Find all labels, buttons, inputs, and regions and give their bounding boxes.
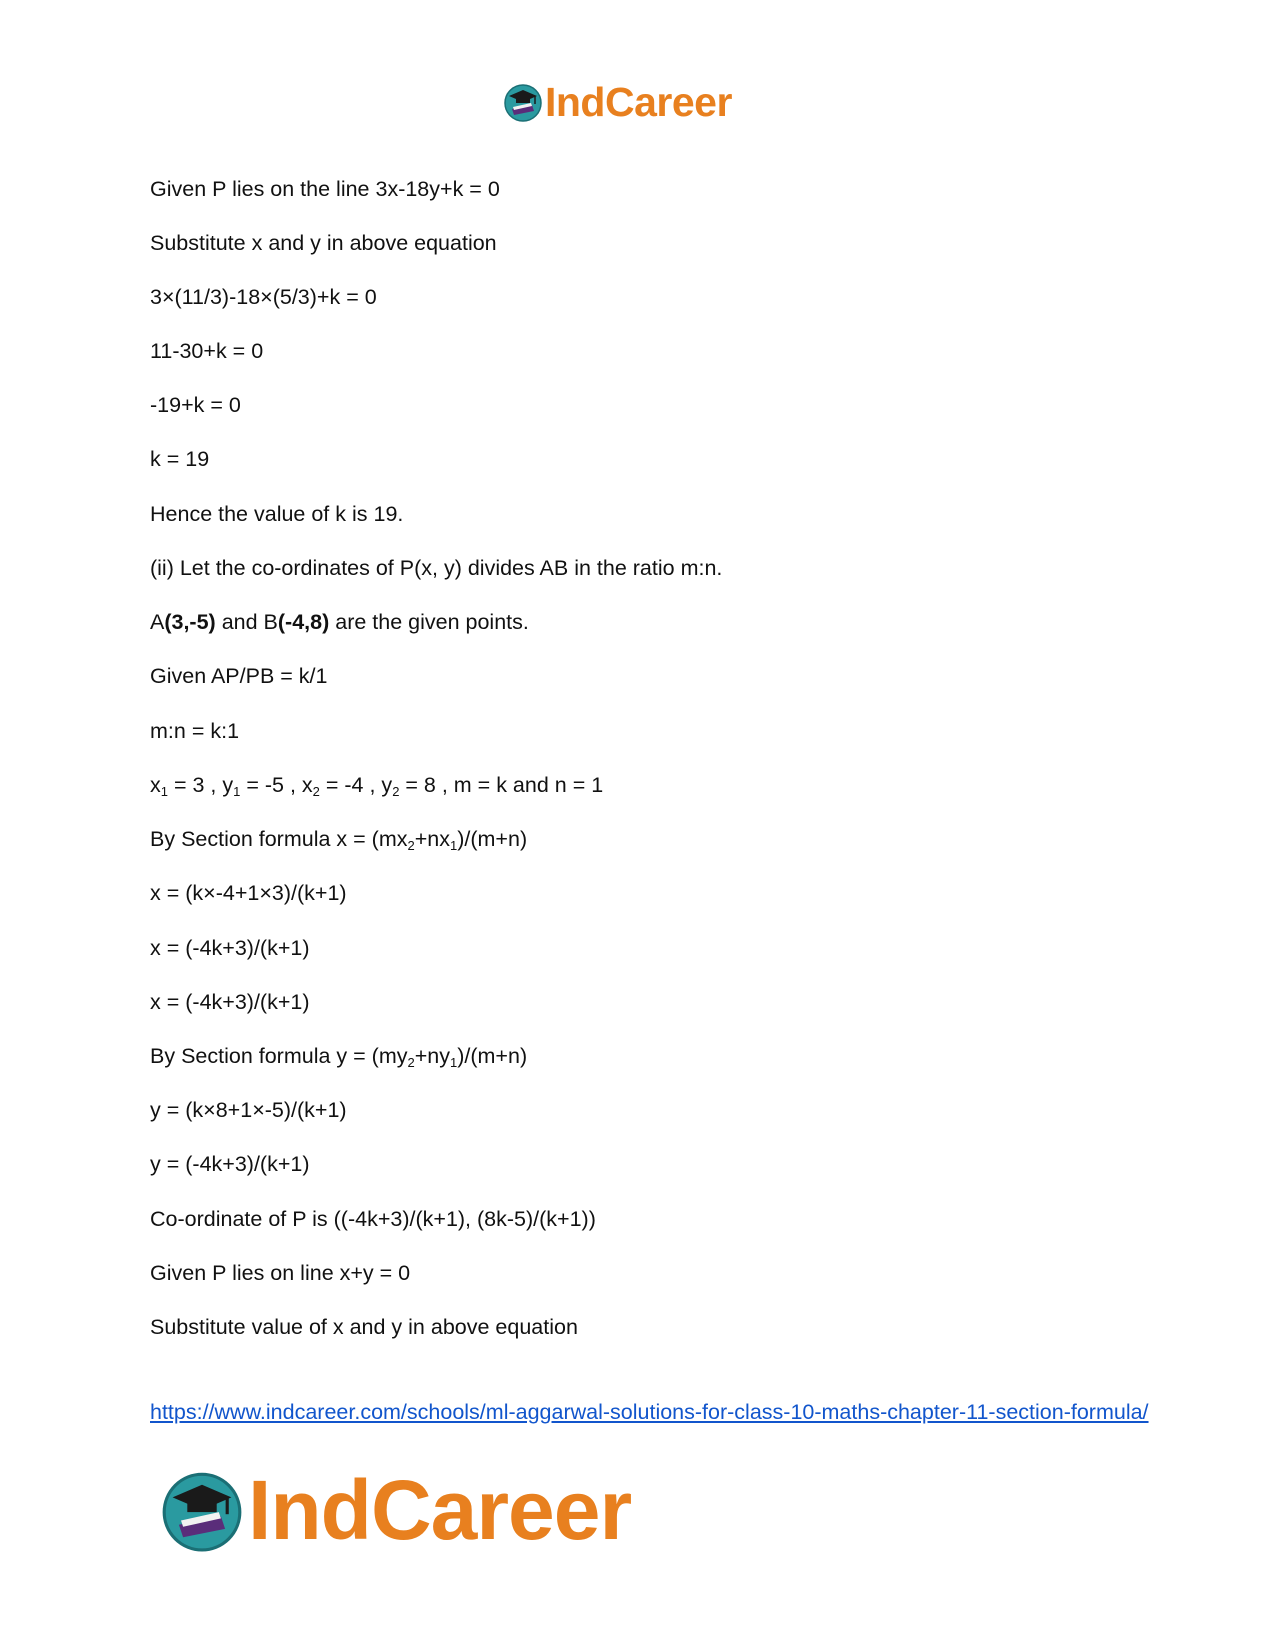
- text-line: Substitute x and y in above equation: [150, 231, 497, 255]
- point-b-coordinates: (-4,8): [277, 610, 330, 634]
- text-line: m:n = k:1: [150, 719, 240, 743]
- graduation-cap-book-globe-icon: [160, 1468, 244, 1552]
- text-line: k = 19: [150, 447, 210, 471]
- text-line: Given AP/PB = k/1: [150, 664, 328, 688]
- text-span: x: [150, 773, 161, 797]
- text-line: [150, 609, 529, 635]
- text-span: = -4 , y: [319, 773, 393, 797]
- text-line: [150, 826, 527, 852]
- text-span: A: [150, 610, 165, 634]
- source-link[interactable]: https://www.indcareer.com/schools/ml-aggarwal-solutions-for-class-10-maths-chapter-11-section-formula/: [150, 1400, 1149, 1424]
- point-a-coordinates: (3,-5): [164, 610, 216, 634]
- text-span: By Section formula x = (mx: [150, 827, 408, 851]
- subscript: 2: [407, 1055, 415, 1070]
- text-line: [150, 772, 603, 798]
- subscript: 1: [450, 1055, 458, 1070]
- text-span: are the given points.: [329, 610, 529, 634]
- text-line: Given P lies on line x+y = 0: [150, 1261, 411, 1285]
- header-logo: [503, 80, 732, 124]
- footer-logo: [160, 1465, 631, 1555]
- text-line: (ii) Let the co-ordinates of P(x, y) divides AB in the ratio m:n.: [150, 556, 723, 580]
- subscript: 2: [312, 784, 320, 799]
- text-line: y = (k×8+1×-5)/(k+1): [150, 1098, 347, 1122]
- text-span: +nx: [414, 827, 450, 851]
- text-line: 11-30+k = 0: [150, 339, 264, 363]
- text-line: -19+k = 0: [150, 393, 241, 417]
- subscript: 1: [450, 838, 458, 853]
- graduation-cap-book-globe-icon: [503, 82, 543, 122]
- subscript: 1: [233, 784, 241, 799]
- text-line: Given P lies on the line 3x-18y+k = 0: [150, 177, 500, 201]
- subscript: 2: [407, 838, 415, 853]
- text-line: 3×(11/3)-18×(5/3)+k = 0: [150, 285, 377, 309]
- text-span: = -5 , x: [240, 773, 313, 797]
- text-line: Co-ordinate of P is ((-4k+3)/(k+1), (8k-5)/(k+1)): [150, 1207, 596, 1231]
- text-line: [150, 1043, 527, 1069]
- logo-text: IndCareer: [248, 1463, 632, 1557]
- text-span: and B: [215, 610, 278, 634]
- logo-text: IndCareer: [545, 78, 732, 125]
- text-line: y = (-4k+3)/(k+1): [150, 1152, 310, 1176]
- text-line: x = (k×-4+1×3)/(k+1): [150, 881, 347, 905]
- text-span: )/(m+n): [457, 1044, 528, 1068]
- text-line: Hence the value of k is 19.: [150, 502, 404, 526]
- text-span: +ny: [414, 1044, 450, 1068]
- text-span: = 8 , m = k and n = 1: [399, 773, 604, 797]
- text-span: By Section formula y = (my: [150, 1044, 408, 1068]
- text-line: x = (-4k+3)/(k+1): [150, 990, 310, 1014]
- subscript: 2: [392, 784, 400, 799]
- text-span: = 3 , y: [167, 773, 234, 797]
- text-span: )/(m+n): [457, 827, 528, 851]
- subscript: 1: [160, 784, 168, 799]
- text-line: x = (-4k+3)/(k+1): [150, 936, 310, 960]
- text-line: Substitute value of x and y in above equation: [150, 1315, 578, 1339]
